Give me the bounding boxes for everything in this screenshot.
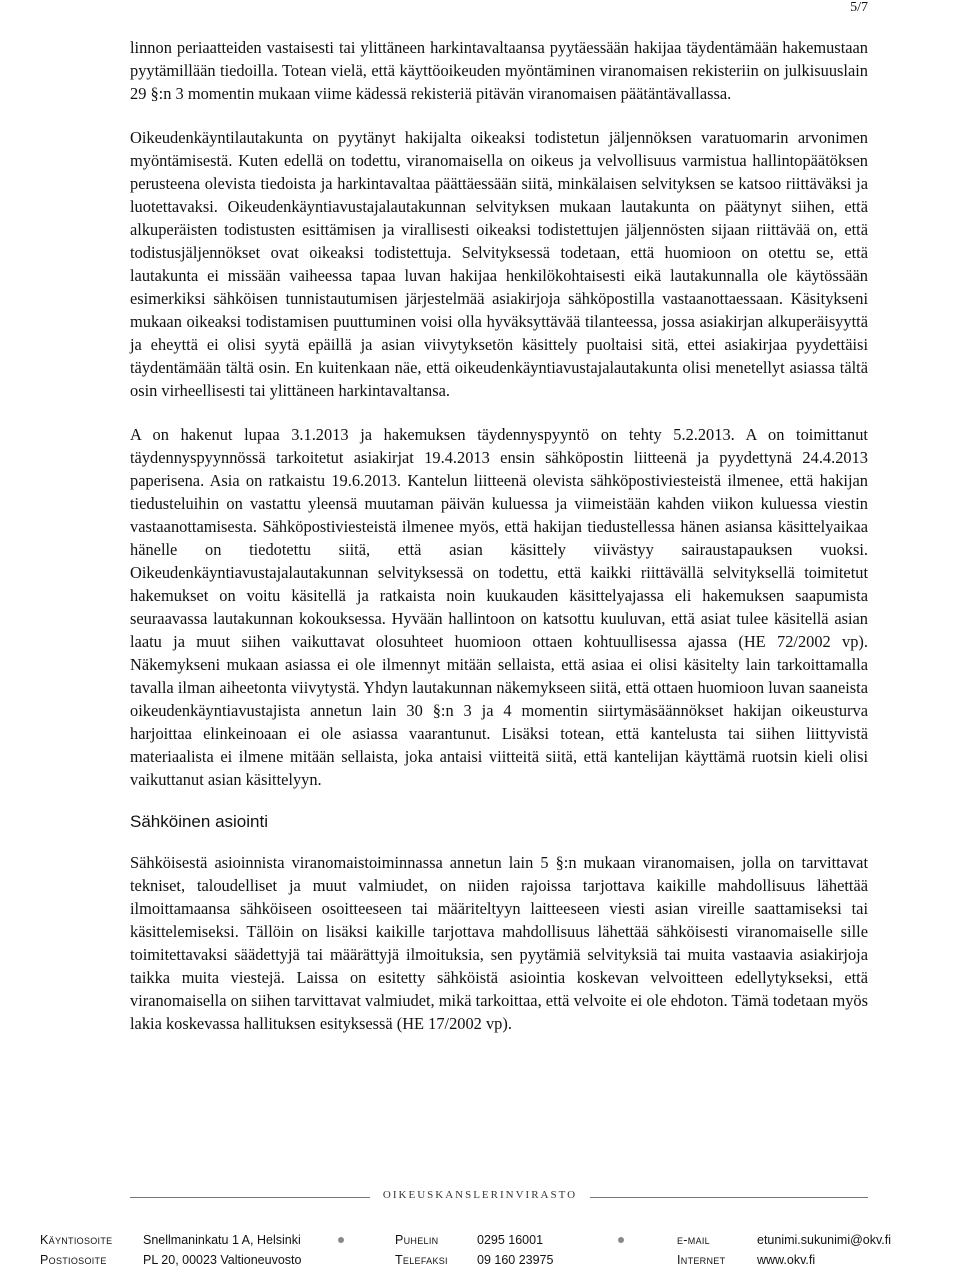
section-heading: Sähköinen asiointi (130, 812, 268, 831)
phone-label: Puhelin (395, 1233, 439, 1247)
footer-row-postal (40, 1250, 920, 1270)
footer-divider-left (130, 1197, 370, 1198)
paragraph-spacer (130, 105, 868, 126)
document-body (130, 36, 868, 1035)
fax-value: 09 160 23975 (477, 1253, 554, 1267)
page-number: 5/7 (850, 0, 868, 15)
footer-logo: OIKEUSKANSLERINVIRASTO (382, 1189, 578, 1201)
fax-label: Telefaksi (395, 1253, 448, 1267)
email-link[interactable]: etunimi.sukunimi@okv.fi (757, 1233, 892, 1247)
paragraph-3: A on hakenut lupaa 3.1.2013 ja hakemuksen täydennyspyyntö on tehty 5.2.2013. A on toimittanut täydennyspyynnössä tarkoitetut asiakirjat 19.4.2013 ensin sähköpostin liitteenä ja pyydettynä 24.4.2013 paperisena. Asia on ratkaistu 19.6.2013. Kantelun liitteenä olevista sähköpostiviesteistä ilmenee, että hakijan tiedusteluihin on vastattu yleensä muutaman päivän kuluessa ja viimeistään kahden viikon kuluessa viestin vastaanottamisesta. Sähköpostiviesteistä ilmenee myös, että hakijan tiedustellessa hänen asiansa käsittelyaikaa hänelle on tiedotettu siitä, että asian käsittely viivästyy sairaustapauksen vuoksi. Oikeudenkäyntiavustajalautakunnan selvityksessä on todettu, että kaikki riittävällä selvityksellä toimitetut hakemukset on voitu käsitellä ja ratkaista noin kuukauden käsittelyajassa eli hakemuksen saapumista seuraavassa lautakunnan kokouksessa. Hyvään hallintoon on katsottu kuuluvan, että asiat tulee käsitellä asian laatu ja muut siihen vaikuttavat olosuhteet huomioon ottaen kohtuullisessa ajassa (HE 72/2002 vp). Näkemykseni mukaan asiassa ei ole ilmennyt mitään sellaista, että asiaa ei olisi käsitelty lain tarkoittamalla tavalla ilman aiheetonta viivytystä. Yhdyn lautakunnan näkemykseen siitä, että ottaen huomioon luvan saaneista oikeudenkäyntiavustajista annetun lain 30 §:n 3 ja 4 momentin siirtymäsäännökset hakijan oikeusturva harjoittaa elinkeinoaan ei ole asiassa vaarantunut. Lisäksi totean, että kantelusta tai siihen liittyvistä materiaalista ei ilmene mitään sellaista, joka antaisi viitteitä siitä, että kantelijan käyttämä ruotsin kieli olisi vaikuttanut asian käsittelyyn. (130, 425, 868, 789)
footer-divider-right (590, 1197, 868, 1198)
phone-value: 0295 16001 (477, 1233, 544, 1247)
heading-spacer (130, 833, 868, 851)
visit-address-value: Snellmaninkatu 1 A, Helsinki (143, 1233, 301, 1247)
email-label: e-mail (677, 1233, 710, 1247)
website-link[interactable]: www.okv.fi (757, 1253, 816, 1267)
paragraph-spacer (130, 402, 868, 423)
section-paragraph: Sähköisestä asioinnista viranomaistoiminnassa annetun lain 5 §:n mukaan viranomaisen, jolla on tarvittavat tekniset, taloudelliset ja muut valmiudet, on niiden rajoissa tarjottava kaikille mahdollisuus lähettää ilmoittamaansa sähköiseen osoitteeseen tai määriteltyyn laitteeseen viesti asian vireille saattamiseksi tai käsittelemiseksi. Tällöin on lisäksi kaikille tarjottava mahdollisuus lähettää sähköisesti viranomaiselle sille toimitettavaksi säädettyjä tai määrättyjä ilmoituksia, sen pyytämiä selvityksiä tai muita vastaavia asiakirjoja taikka muita viestejä. Laissa on esitetty sähköistä asiointia koskevan velvoitteen edellytykseksi, että viranomaisella on siihen tarvittavat valmiudet, mikä tarkoittaa, että velvoite ei ole ehdoton. Tämä todetaan myös lakia koskevassa hallituksen esityksessä (HE 17/2002 vp). (130, 853, 868, 1033)
paragraph-2: Oikeudenkäyntilautakunta on pyytänyt hakijalta oikeaksi todistetun jäljennöksen varatuomarin arvonimen myöntämisestä. Kuten edellä on todettu, viranomaisella on oikeus ja velvollisuus varmistua hallintopäätöksen perusteena olevista tiedoista ja harkintavaltaa päättäessään siitä, minkälaisen selvityksen se katsoo riittäväksi ja luotettavaksi. Oikeudenkäyntiavustajalautakunnan selvityksen mukaan lautakunta on päätynyt siihen, että alkuperäisten todistusten esittämisen ja virallisesti oikeaksi todistettujen jäljennösten sijaan riittävää on, että todistusjäljennökset ovat oikeaksi todistettuja. Selvityksessä todetaan, että huomioon on otettu se, että lautakunta ei missään vaiheessa tapaa luvan hakijaa henkilökohtaisesti eikä lautakunnalla ole käytössään esimerkiksi sähköisen tunnistautumisen järjestelmää asiakirjoja sähköpostilla vastaanottaessaan. Käsitykseni mukaan oikeaksi todistamisen puuttuminen voisi olla hyväksyttävää tilanteessa, jossa asiakirjan alkuperäisyyttä ja eheyttä ei olisi syytä epäillä ja asian viivytyksetön käsittely puoltaisi sitä, ettei asiakirjaa pyydettäisi täydentämään tältä osin. En kuitenkaan näe, että oikeudenkäyntiavustajalautakunta olisi menetellyt asiassa tältä osin virheellisesti tai ylittäneen harkintavaltansa. (130, 128, 868, 400)
postal-address-label: Postiosoite (40, 1253, 107, 1267)
visit-address-label: Käyntiosoite (40, 1233, 113, 1247)
internet-label: Internet (677, 1253, 726, 1267)
paragraph-1: linnon periaatteiden vastaisesti tai ylittäneen harkintavaltaansa pyytäessään hakijaa täydentämään hakemustaan pyytämillään tiedoilla. Totean vielä, että käyttöoikeuden myöntäminen viranomaisen rekisteriin on julkisuuslain 29 §:n 3 momentin mukaan viime kädessä rekisteriä pitävän viranomaisen päätäntävallassa. (130, 38, 868, 103)
bullet-icon (338, 1237, 344, 1243)
heading-spacer (130, 791, 868, 811)
footer-contact (40, 1230, 920, 1270)
bullet-icon (618, 1237, 624, 1243)
footer-row-address (40, 1230, 920, 1250)
postal-address-value: PL 20, 00023 Valtioneuvosto (143, 1253, 302, 1267)
